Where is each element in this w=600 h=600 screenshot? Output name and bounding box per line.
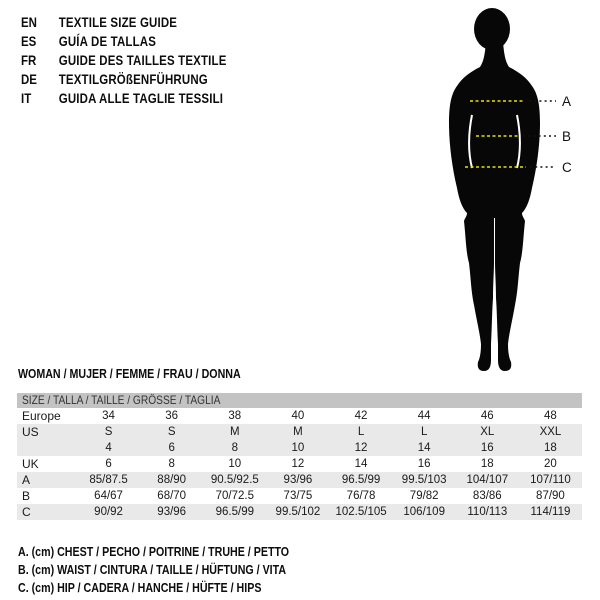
size-cell: 10 <box>228 458 242 470</box>
table-row <box>17 456 582 472</box>
size-cell: XL <box>480 426 495 438</box>
legend-line-hip: C. (cm) HIP / CADERA / HANCHE / HÜFTE / HIPS <box>18 580 262 595</box>
size-cell: M <box>230 426 240 438</box>
table-row <box>17 408 582 424</box>
size-cell: L <box>420 426 428 438</box>
size-cell: 93/96 <box>283 474 313 486</box>
size-cell: 90/92 <box>94 506 123 518</box>
size-cell: 99.5/102 <box>275 506 321 518</box>
size-table <box>17 393 582 520</box>
size-cell: 110/113 <box>467 506 508 518</box>
size-cell: 102.5/105 <box>335 506 387 518</box>
row-label: A <box>22 473 31 487</box>
size-cell: 20 <box>544 458 557 470</box>
table-header <box>17 393 582 408</box>
table-row <box>17 472 582 488</box>
legend-line-chest: A. (cm) CHEST / PECHO / POITRINE / TRUHE / PETTO <box>18 544 290 559</box>
size-table-rows <box>17 408 582 520</box>
size-cell: M <box>293 426 303 438</box>
waist-label: B <box>562 129 572 144</box>
size-cell: 76/78 <box>346 490 376 502</box>
language-title: GUIDA ALLE TAGLIE TESSILI <box>58 90 224 106</box>
size-cell: L <box>357 426 365 438</box>
size-cell: 107/110 <box>530 474 571 486</box>
size-cell: 18 <box>480 458 494 470</box>
size-cell: 8 <box>168 458 175 470</box>
language-code: DE <box>21 71 37 87</box>
section-title-text: WOMAN / MUJER / FEMME / FRAU / DONNA <box>18 366 241 381</box>
size-cell: 87/90 <box>536 490 565 502</box>
size-cell: 48 <box>544 410 557 422</box>
language-code: IT <box>21 90 32 106</box>
table-row <box>17 488 582 504</box>
size-cell: 83/86 <box>472 490 502 502</box>
size-cell: 18 <box>544 442 557 454</box>
chest-label: A <box>562 94 572 109</box>
size-cell: 93/96 <box>157 506 187 518</box>
row-label: US <box>22 425 39 439</box>
size-cell: S <box>104 426 113 438</box>
row-label <box>17 440 77 456</box>
size-cell: 10 <box>291 442 305 454</box>
size-cell: 85/87.5 <box>89 474 128 486</box>
size-cell: 16 <box>480 442 494 454</box>
table-row <box>17 440 582 456</box>
measurement-legend <box>18 543 289 597</box>
size-cell: 16 <box>417 458 431 470</box>
language-title: GUÍA DE TALLAS <box>58 33 157 49</box>
hip-label: C <box>562 160 572 175</box>
size-cell: 8 <box>231 442 239 454</box>
language-code: EN <box>21 14 37 30</box>
size-cell: 36 <box>165 410 179 422</box>
size-cell: 114/119 <box>530 506 571 518</box>
size-cell: 70/72.5 <box>215 490 254 502</box>
size-cell: 44 <box>417 410 431 422</box>
size-cell: 90.5/92.5 <box>210 474 259 486</box>
language-code: FR <box>21 52 37 68</box>
row-label: B <box>22 489 31 503</box>
size-cell: 12 <box>354 442 368 454</box>
language-title: TEXTILGRÖßENFÜHRUNG <box>58 71 208 87</box>
size-cell: 6 <box>168 442 175 454</box>
section-title <box>18 366 290 381</box>
row-label: UK <box>22 457 39 471</box>
size-cell: 68/70 <box>157 490 187 502</box>
size-cell: 106/109 <box>403 506 445 518</box>
row-label: C <box>22 505 31 519</box>
table-row <box>17 424 582 440</box>
size-cell: 34 <box>102 410 115 422</box>
language-title: TEXTILE SIZE GUIDE <box>58 14 178 30</box>
row-label: Europe <box>22 409 61 423</box>
size-cell: 88/90 <box>157 474 187 486</box>
size-cell: S <box>167 426 176 438</box>
size-cell: 4 <box>105 442 112 454</box>
table-row <box>17 504 582 520</box>
size-cell: 6 <box>105 458 112 470</box>
size-cell: 38 <box>228 410 242 422</box>
size-cell: 46 <box>480 410 494 422</box>
language-code: ES <box>21 33 37 49</box>
legend-line-waist: B. (cm) WAIST / CINTURA / TAILLE / HÜFTUNG / VITA <box>18 562 287 577</box>
language-title: GUIDE DES TAILLES TEXTILE <box>58 52 227 68</box>
size-cell: 99.5/103 <box>401 474 447 486</box>
size-cell: XXL <box>539 426 562 438</box>
size-cell: 14 <box>417 442 431 454</box>
size-cell: 104/107 <box>466 474 509 486</box>
figure-body <box>449 42 540 371</box>
size-cell: 42 <box>354 410 368 422</box>
size-cell: 12 <box>291 458 305 470</box>
size-cell: 96.5/99 <box>215 506 254 518</box>
size-cell: 73/75 <box>283 490 313 502</box>
size-cell: 14 <box>354 458 368 470</box>
size-cell: 40 <box>291 410 305 422</box>
size-cell: 64/67 <box>94 490 123 502</box>
size-cell: 79/82 <box>409 490 439 502</box>
size-cell: 96.5/99 <box>341 474 381 486</box>
table-header-text: SIZE / TALLA / TAILLE / GRÖSSE / TAGLIA <box>22 393 221 407</box>
